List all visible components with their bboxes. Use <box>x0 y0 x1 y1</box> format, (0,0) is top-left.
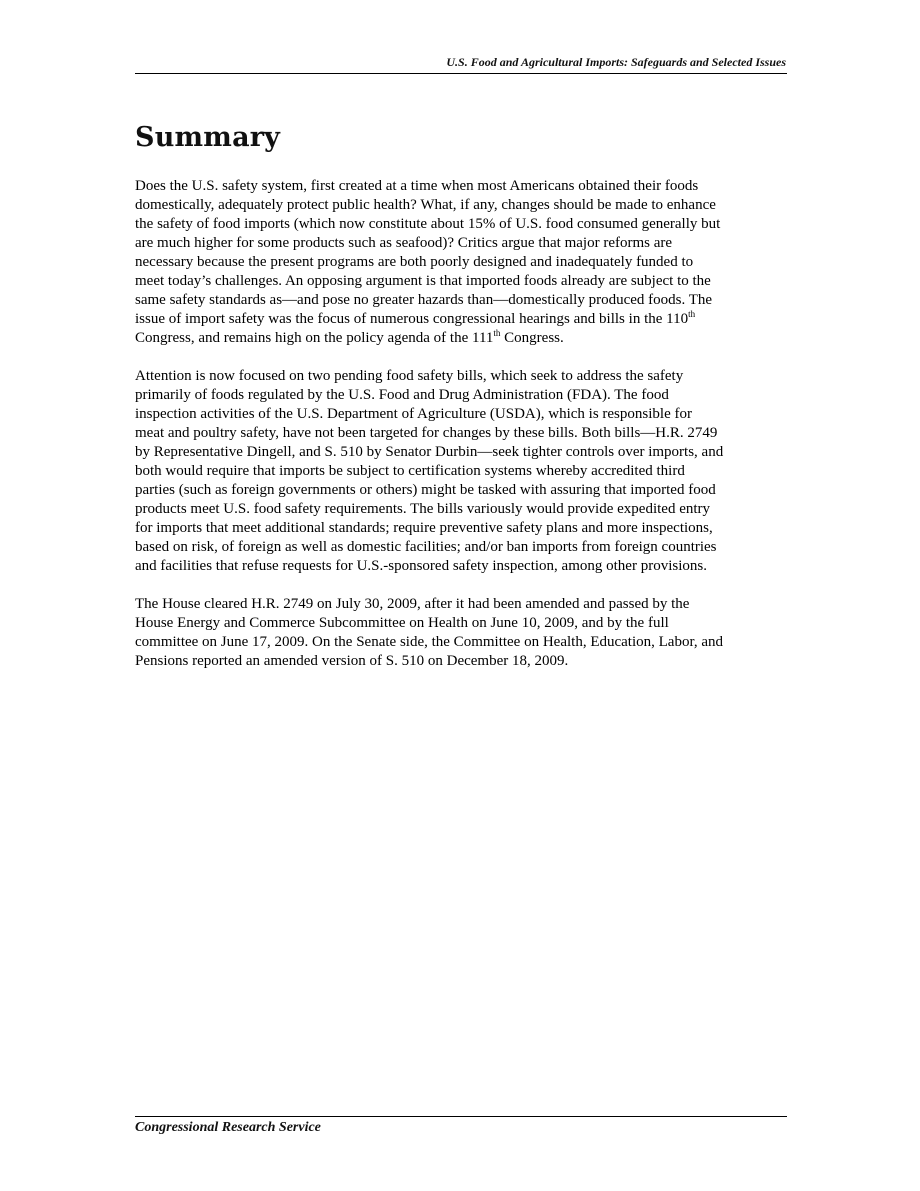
summary-body <box>135 177 787 690</box>
text-line: the safety of food imports (which now constitute about 15% of U.S. food consumed generally but <box>135 216 721 232</box>
footer-source: Congressional Research Service <box>135 1120 321 1135</box>
text-line: inspection activities of the U.S. Department of Agriculture (USDA), which is responsible for <box>135 406 692 422</box>
paragraph <box>135 595 787 671</box>
text-line: Attention is now focused on two pending food safety bills, which seek to address the safety <box>135 368 684 384</box>
text-line: meat and poultry safety, have not been targeted for changes by these bills. Both bills—H.R. 2749 <box>135 425 718 441</box>
text-line: The House cleared H.R. 2749 on July 30, 2009, after it had been amended and passed by the <box>135 596 690 612</box>
superscript-th: th <box>688 309 696 319</box>
text-line: products meet U.S. food safety requirements. The bills variously would provide expedited entry <box>135 501 711 517</box>
text-line: necessary because the present programs are both poorly designed and inadequately funded to <box>135 254 694 270</box>
text-line: are much higher for some products such as seafood)? Critics argue that major reforms are <box>135 235 673 251</box>
header-rule <box>135 73 787 74</box>
running-header: U.S. Food and Agricultural Imports: Safeguards and Selected Issues <box>446 55 786 69</box>
text-line: House Energy and Commerce Subcommittee on Health on June 10, 2009, and by the full <box>135 615 669 631</box>
text-line: issue of import safety was the focus of numerous congressional hearings and bills in the 110th <box>135 309 696 327</box>
paragraph <box>135 367 787 576</box>
text-line: committee on June 17, 2009. On the Senate side, the Committee on Health, Education, Labor, and <box>135 634 724 650</box>
text-line: and facilities that refuse requests for U.S.-sponsored safety inspection, among other provisions. <box>135 558 707 574</box>
paragraph <box>135 177 787 348</box>
text-line: by Representative Dingell, and S. 510 by Senator Durbin—seek tighter controls over imports, and <box>135 444 724 460</box>
page-title: Summary <box>135 122 281 153</box>
text-line: Pensions reported an amended version of S. 510 on December 18, 2009. <box>135 653 569 669</box>
superscript-th: th <box>493 328 501 338</box>
text-line: Congress, and remains high on the policy agenda of the 111th Congress. <box>135 328 564 346</box>
text-line: same safety standards as—and pose no greater hazards than—domestically produced foods. The <box>135 292 713 308</box>
text-line: for imports that meet additional standards; require preventive safety plans and more inspections, <box>135 520 713 536</box>
text-line: primarily of foods regulated by the U.S. Food and Drug Administration (FDA). The food <box>135 387 669 403</box>
text-line: both would require that imports be subject to certification systems whereby accredited third <box>135 463 685 479</box>
text-line: Does the U.S. safety system, first created at a time when most Americans obtained their foods <box>135 178 699 194</box>
text-line: based on risk, of foreign as well as domestic facilities; and/or ban imports from foreign countries <box>135 539 717 555</box>
text-line: domestically, adequately protect public health? What, if any, changes should be made to enhance <box>135 197 716 213</box>
text-line: parties (such as foreign governments or others) might be tasked with assuring that imported food <box>135 482 716 498</box>
footer-rule <box>135 1116 787 1117</box>
text-line: meet today’s challenges. An opposing argument is that imported foods already are subject to the <box>135 273 711 289</box>
